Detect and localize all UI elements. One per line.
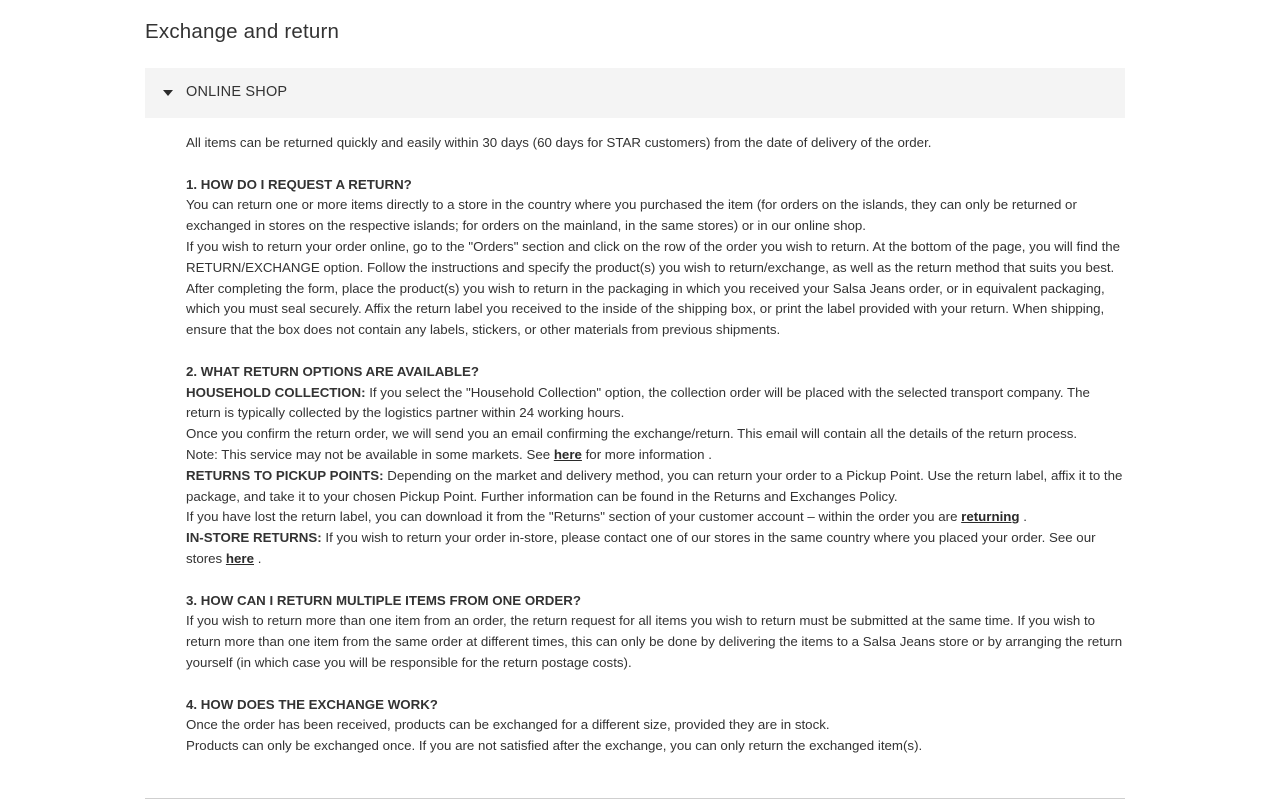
section-3-heading: 3. HOW CAN I RETURN MULTIPLE ITEMS FROM ONE ORDER?: [186, 592, 581, 608]
pickup-points-text: Depending on the market and delivery method, you can return your order to a Pickup Point. Use the return label, affix it to the package, and take it to your chosen Pickup Point. Further information can be found in the Returns and Exchanges Policy.: [186, 467, 1123, 504]
note-here-link[interactable]: here: [553, 446, 582, 462]
in-store-lead: IN-STORE RETURNS:: [186, 530, 322, 546]
bottom-divider: [145, 798, 1125, 799]
section-1-heading: 1. HOW DO I REQUEST A RETURN?: [186, 176, 412, 192]
in-store-after-text: .: [254, 550, 262, 566]
section-4-paragraph-1: Once the order has been received, products can be exchanged for a different size, provided they are in stock.: [186, 717, 830, 733]
section-2-heading: 2. WHAT RETURN OPTIONS ARE AVAILABLE?: [186, 363, 480, 379]
household-collection-text: If you select the "Household Collection" option, the collection order will be placed with the selected transport company. The return is typically collected by the logistics partner within 24 working hours.: [186, 384, 1090, 421]
note-after-text: for more information .: [581, 446, 712, 462]
pickup-points-paragraph: [186, 466, 1126, 508]
in-store-paragraph: [186, 528, 1126, 570]
note-text: Note: This service may not be available in some markets. See: [186, 446, 554, 462]
household-collection-paragraph: [186, 383, 1126, 425]
confirm-paragraph: Once you confirm the return order, we will send you an email confirming the exchange/return. This email will contain all the details of the return process.: [186, 426, 1078, 442]
section-1-paragraph-2: If you wish to return your order online, go to the "Orders" section and click on the row of the order you wish to return. At the bottom of the page, you will find the RETURN/EXCHANGE option. Follow the instructions and specify the product(s) you wish to return/exchange, as well as the return method that suits you best.: [186, 238, 1121, 275]
section-1-paragraph-1: You can return one or more items directly to a store in the country where you purchased the item (for orders on the islands, they can only be returned or exchanged in stores on the respective islands; for orders on the mainland, in the same stores) or in our online shop.: [186, 197, 1077, 234]
intro-text: All items can be returned quickly and easily within 30 days (60 days for STAR customers) from the date of delivery of the order.: [186, 135, 932, 150]
caret-down-icon: [163, 90, 173, 96]
section-3-paragraph-1: If you wish to return more than one item from an order, the return request for all items you wish to return must be submitted at the same time. If you wish to return more than one item from the same order at different times, this can only be done by delivering the items to a Salsa Jeans store or by arranging the return yourself (in which case you will be responsible for the return postage costs).: [186, 613, 1123, 670]
stores-here-link[interactable]: here: [225, 550, 254, 566]
lost-label-after-text: .: [1019, 509, 1027, 525]
page-title: Exchange and return: [145, 20, 340, 43]
accordion-online-shop[interactable]: [145, 68, 1125, 118]
lost-label-paragraph: [186, 507, 1126, 528]
pickup-points-lead: RETURNS TO PICKUP POINTS:: [186, 467, 384, 483]
lost-label-text: If you have lost the return label, you can download it from the "Returns" section of your customer account – within the order you are: [186, 509, 962, 525]
returning-link[interactable]: returning: [961, 509, 1020, 525]
in-store-text: If you wish to return your order in-store, please contact one of our stores in the same country where you placed your order. See our stores: [186, 530, 1096, 566]
household-collection-lead: HOUSEHOLD COLLECTION:: [186, 384, 366, 400]
accordion-content: [186, 133, 1126, 757]
section-4-heading: 4. HOW DOES THE EXCHANGE WORK?: [186, 696, 438, 712]
accordion-label: ONLINE SHOP: [186, 84, 288, 100]
note-paragraph: [186, 445, 1126, 466]
section-4-paragraph-2: Products can only be exchanged once. If you are not satisfied after the exchange, you can only return the exchanged item(s).: [186, 738, 923, 754]
section-1-paragraph-3: After completing the form, place the product(s) you wish to return in the packaging in which you received your Salsa Jeans order, or in equivalent packaging, which you must seal securely. Affix the return label you received to the inside of the shipping box, or print the label provided with your return. When shipping, ensure that the box does not contain any labels, stickers, or other materials from previous shipments.: [186, 280, 1105, 338]
